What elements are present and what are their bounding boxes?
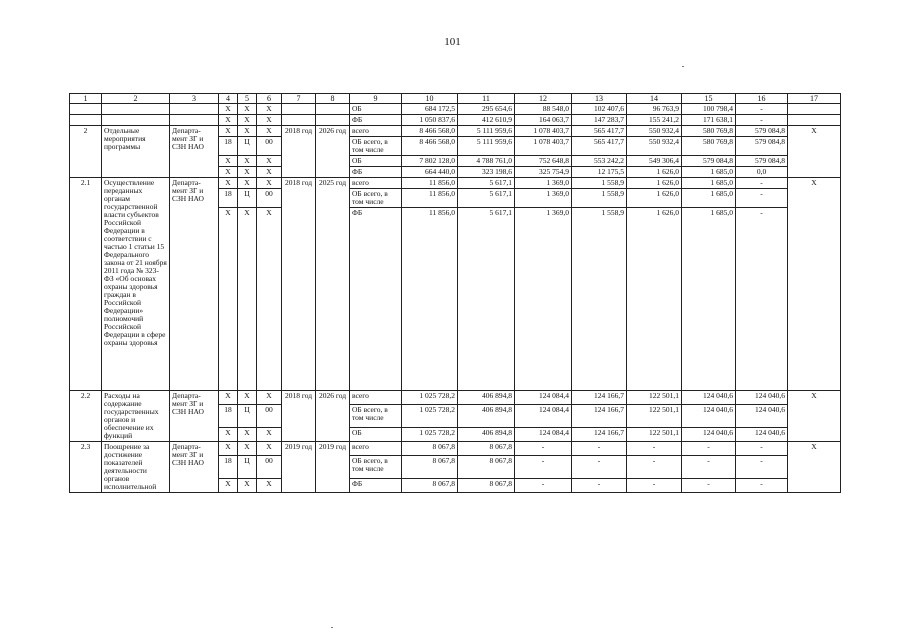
cell: 580 769,8 <box>682 126 736 137</box>
end-year: 2026 год <box>316 391 350 442</box>
cell: Х <box>238 115 257 126</box>
table-row <box>70 391 841 405</box>
cell: Х <box>788 391 841 442</box>
row-number: 2.2 <box>70 391 102 442</box>
cell: 1 558,9 <box>572 178 627 189</box>
cell: Х <box>238 208 257 391</box>
cell: Х <box>257 428 282 442</box>
cell: 124 084,4 <box>515 404 572 428</box>
cell: 8 067,8 <box>458 442 515 456</box>
cell: 1 369,0 <box>515 178 572 189</box>
cell: Х <box>219 126 238 137</box>
cell: 122 501,1 <box>627 404 682 428</box>
cell: 7 802 128,0 <box>402 156 458 167</box>
row-dept: Департа-мент ЗГ и СЗН НАО <box>170 442 219 493</box>
row-number: 2.1 <box>70 178 102 391</box>
cell: 550 932,4 <box>627 137 682 156</box>
cell: 124 084,4 <box>515 391 572 405</box>
cell: 1 685,0 <box>682 208 736 391</box>
cell: 664 440,0 <box>402 167 458 178</box>
cell: ОБ всего, в том числе <box>350 455 402 479</box>
col-header: 2 <box>102 94 170 104</box>
cell: 124 084,4 <box>515 428 572 442</box>
cell: Х <box>238 442 257 456</box>
cell: - <box>572 455 627 479</box>
cell: 96 763,9 <box>627 104 682 115</box>
cell: 1 626,0 <box>627 208 682 391</box>
row-dept: Департа-мент ЗГ и СЗН НАО <box>170 126 219 178</box>
cell: 1 558,9 <box>572 189 627 208</box>
cell: Х <box>257 442 282 456</box>
row-number: 2.3 <box>70 442 102 493</box>
header-row <box>70 94 841 104</box>
cell: Х <box>238 428 257 442</box>
table-row <box>70 126 841 137</box>
col-header: 9 <box>350 94 402 104</box>
cell: 406 894,8 <box>458 404 515 428</box>
cell: 5 111 959,6 <box>458 137 515 156</box>
cell: 5 617,1 <box>458 208 515 391</box>
table-row <box>70 442 841 456</box>
cell: 164 063,7 <box>515 115 572 126</box>
scan-dot <box>331 627 333 628</box>
cell: Х <box>257 156 282 167</box>
cell: 155 241,2 <box>627 115 682 126</box>
cell: Х <box>238 156 257 167</box>
cell: 4 788 761,0 <box>458 156 515 167</box>
cell: 1 558,9 <box>572 208 627 391</box>
cell: 124 040,6 <box>736 391 788 405</box>
cell: - <box>736 455 788 479</box>
cell: Х <box>238 104 257 115</box>
cell: ОБ <box>350 104 402 115</box>
cell: Ц <box>238 455 257 479</box>
cell: 124 040,6 <box>682 391 736 405</box>
end-year: 2026 год <box>316 126 350 178</box>
cell: всего <box>350 126 402 137</box>
cell: 124 040,6 <box>736 404 788 428</box>
cell: 00 <box>257 189 282 208</box>
cell: 406 894,8 <box>458 391 515 405</box>
cell: - <box>736 178 788 189</box>
col-header: 1 <box>70 94 102 104</box>
col-header: 7 <box>282 94 316 104</box>
cell: ОБ <box>350 428 402 442</box>
cell: - <box>515 479 572 493</box>
cell: Х <box>257 115 282 126</box>
cell: 549 306,4 <box>627 156 682 167</box>
cell: всего <box>350 178 402 189</box>
cell: 1 626,0 <box>627 178 682 189</box>
col-header: 16 <box>736 94 788 104</box>
cell: 122 501,1 <box>627 391 682 405</box>
cell: Х <box>238 126 257 137</box>
cell: Х <box>257 126 282 137</box>
cell: Ц <box>238 137 257 156</box>
cell: 325 754,9 <box>515 167 572 178</box>
cell: 8 067,8 <box>458 455 515 479</box>
cell: 1 626,0 <box>627 189 682 208</box>
col-header: 17 <box>788 94 841 104</box>
cell: 147 283,7 <box>572 115 627 126</box>
row-number: 2 <box>70 126 102 178</box>
cell: Х <box>238 178 257 189</box>
cell: ОБ всего, в том числе <box>350 137 402 156</box>
table-row <box>70 178 841 189</box>
cell: - <box>736 189 788 208</box>
cell: 8 067,8 <box>402 479 458 493</box>
cell: Х <box>257 178 282 189</box>
cell: 8 067,8 <box>458 479 515 493</box>
cell: Х <box>257 479 282 493</box>
col-header: 12 <box>515 94 572 104</box>
cell: - <box>682 442 736 456</box>
cell: - <box>736 115 788 126</box>
cell: - <box>627 455 682 479</box>
cell: 553 242,2 <box>572 156 627 167</box>
col-header: 14 <box>627 94 682 104</box>
cell: Ц <box>238 404 257 428</box>
cell: 565 417,7 <box>572 137 627 156</box>
cell: - <box>682 455 736 479</box>
start-year: 2018 год <box>282 126 316 178</box>
cell: Х <box>788 442 841 493</box>
cell: 8 466 568,0 <box>402 137 458 156</box>
row-name: Осуществление переданных органам государственной власти субъектов Российской Федерации в соответствии с частью 1 статьи 15 Федерального закона от 21 ноября 2011 года № 323-ФЗ «Об основах охраны здоровья граждан в Российской Федерации» полномочий Российской Федерации в сфере охраны здоровья <box>102 178 170 391</box>
cell: 00 <box>257 137 282 156</box>
cell: 8 466 568,0 <box>402 126 458 137</box>
cell: 1 685,0 <box>682 178 736 189</box>
cell: 1 025 728,2 <box>402 391 458 405</box>
cell: - <box>572 442 627 456</box>
cell: 122 501,1 <box>627 428 682 442</box>
cell: - <box>627 479 682 493</box>
cell: 5 617,1 <box>458 189 515 208</box>
cell: 171 638,1 <box>682 115 736 126</box>
col-header: 11 <box>458 94 515 104</box>
cell: ОБ <box>350 156 402 167</box>
cell: Х <box>257 391 282 405</box>
cell: всего <box>350 391 402 405</box>
cell: 323 198,6 <box>458 167 515 178</box>
cell: 1 369,0 <box>515 208 572 391</box>
col-header: 4 <box>219 94 238 104</box>
cell: 1 626,0 <box>627 167 682 178</box>
cell: Х <box>219 442 238 456</box>
cell: 550 932,4 <box>627 126 682 137</box>
cell: Х <box>219 428 238 442</box>
cell: 1 685,0 <box>682 189 736 208</box>
cell: - <box>627 442 682 456</box>
cell: - <box>515 442 572 456</box>
cell: 11 856,0 <box>402 189 458 208</box>
cell: 579 084,8 <box>682 156 736 167</box>
cell: 124 040,6 <box>682 404 736 428</box>
cell: 579 084,8 <box>736 137 788 156</box>
col-header: 8 <box>316 94 350 104</box>
cell: ОБ всего, в том числе <box>350 189 402 208</box>
cell: 88 548,0 <box>515 104 572 115</box>
cell: 580 769,8 <box>682 137 736 156</box>
cell: ФБ <box>350 479 402 493</box>
cell: 12 175,5 <box>572 167 627 178</box>
cell: 684 172,5 <box>402 104 458 115</box>
cell: 1 078 403,7 <box>515 126 572 137</box>
cell: 124 166,7 <box>572 428 627 442</box>
cell: Х <box>219 156 238 167</box>
cell: 18 <box>219 189 238 208</box>
cell: 5 617,1 <box>458 178 515 189</box>
cell: - <box>736 479 788 493</box>
cell: 1 050 837,6 <box>402 115 458 126</box>
cell: 1 078 403,7 <box>515 137 572 156</box>
cell: Х <box>219 115 238 126</box>
col-header: 15 <box>682 94 736 104</box>
cell: 8 067,8 <box>402 442 458 456</box>
cell: Х <box>219 479 238 493</box>
cell: ФБ <box>350 208 402 391</box>
start-year: 2018 год <box>282 391 316 442</box>
cell: Х <box>788 126 841 178</box>
cell: 406 894,8 <box>458 428 515 442</box>
cell: 5 111 959,6 <box>458 126 515 137</box>
start-year: 2019 год <box>282 442 316 493</box>
cell: Х <box>257 167 282 178</box>
cell: - <box>736 104 788 115</box>
col-header: 3 <box>170 94 219 104</box>
row-name: Отдельные мероприятия программы <box>102 126 170 178</box>
cell: 412 610,9 <box>458 115 515 126</box>
cell: 102 407,6 <box>572 104 627 115</box>
cell: 295 654,6 <box>458 104 515 115</box>
cell: 1 025 728,2 <box>402 428 458 442</box>
cell: 18 <box>219 137 238 156</box>
cell: 18 <box>219 404 238 428</box>
cell: - <box>572 479 627 493</box>
cell: Х <box>219 178 238 189</box>
table-row <box>70 115 841 126</box>
row-name: Поощрение за достижение показателей деятельности органов исполнительной <box>102 442 170 493</box>
cell: 565 417,7 <box>572 126 627 137</box>
cell: 0,0 <box>736 167 788 178</box>
cell: - <box>736 208 788 391</box>
table-row <box>70 104 841 115</box>
cell: - <box>682 479 736 493</box>
cell: ОБ всего, в том числе <box>350 404 402 428</box>
cell: Х <box>238 391 257 405</box>
cell: Х <box>219 167 238 178</box>
row-name: Расходы на содержание государственных органов и обеспечение их функций <box>102 391 170 442</box>
cell: Х <box>238 479 257 493</box>
budget-table <box>69 93 841 493</box>
cell: 18 <box>219 455 238 479</box>
page-number: 101 <box>444 36 461 48</box>
cell: - <box>736 442 788 456</box>
cell: 1 025 728,2 <box>402 404 458 428</box>
cell: 1 685,0 <box>682 167 736 178</box>
cell: 579 084,8 <box>736 156 788 167</box>
cell: Ц <box>238 189 257 208</box>
cell: 752 648,8 <box>515 156 572 167</box>
row-dept: Департа-мент ЗГ и СЗН НАО <box>170 178 219 391</box>
cell: 579 084,8 <box>736 126 788 137</box>
cell: - <box>515 455 572 479</box>
cell: Х <box>238 167 257 178</box>
cell: Х <box>219 104 238 115</box>
cell: 11 856,0 <box>402 178 458 189</box>
cell: ФБ <box>350 115 402 126</box>
cell: Х <box>257 208 282 391</box>
col-header: 13 <box>572 94 627 104</box>
row-dept: Департа-мент ЗГ и СЗН НАО <box>170 391 219 442</box>
col-header: 10 <box>402 94 458 104</box>
cell: 124 166,7 <box>572 391 627 405</box>
start-year: 2018 год <box>282 178 316 391</box>
col-header: 6 <box>257 94 282 104</box>
cell: 00 <box>257 455 282 479</box>
col-header: 5 <box>238 94 257 104</box>
cell: 124 040,6 <box>736 428 788 442</box>
cell: 00 <box>257 404 282 428</box>
cell: 1 369,0 <box>515 189 572 208</box>
cell: Х <box>257 104 282 115</box>
cell: Х <box>219 208 238 391</box>
cell: 124 166,7 <box>572 404 627 428</box>
cell: 124 040,6 <box>682 428 736 442</box>
cell: Х <box>219 391 238 405</box>
cell: всего <box>350 442 402 456</box>
cell: Х <box>788 178 841 391</box>
cell: 100 798,4 <box>682 104 736 115</box>
end-year: 2025 год <box>316 178 350 391</box>
cell: ФБ <box>350 167 402 178</box>
scan-dot <box>682 66 684 67</box>
end-year: 2019 год <box>316 442 350 493</box>
cell: 11 856,0 <box>402 208 458 391</box>
cell: 8 067,8 <box>402 455 458 479</box>
